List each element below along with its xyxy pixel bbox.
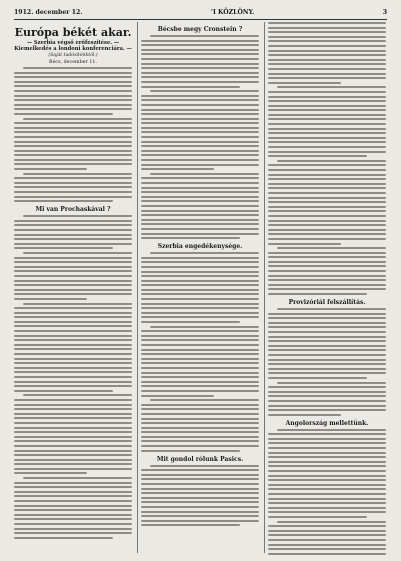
section-title-pasics: Mit gondol rólunk Pasics. (156, 455, 244, 463)
column-2 (141, 22, 259, 555)
section-title-prochaska: Mi van Prochaskával ? (35, 206, 111, 214)
section-title-provizorial: Provizóriál felszállítás. (288, 299, 366, 307)
article-text-block (268, 308, 386, 416)
article-text-block (14, 67, 132, 202)
column-rule (137, 22, 138, 553)
article-text-block (141, 35, 259, 239)
dateline: Bécs, december 11. (49, 60, 97, 65)
issue-date: 1912. december 12. (14, 8, 83, 16)
page-number: 3 (382, 8, 387, 16)
article-text-block (141, 252, 259, 452)
lead-article-subtitle: — Szerbia végső erőfeszítése. — Kiemelkedés a londoni konferenciára. — (14, 40, 132, 52)
article-text-block (141, 465, 259, 527)
header-rule (14, 19, 387, 20)
article-text-block (268, 22, 386, 295)
article-text-block (268, 429, 386, 555)
article-text-block (14, 215, 132, 539)
masthead: ’I KÖZLÖNY. (210, 8, 255, 16)
column-3 (268, 22, 386, 555)
column-1 (14, 22, 132, 555)
page-header (14, 6, 387, 18)
lead-article-title: Európa békét akar. (14, 26, 132, 39)
section-title-angolorszag: Angolország mellettünk. (285, 419, 369, 427)
section-title-cronstein: Bécsbe megy Cronstein ? (157, 26, 243, 33)
lead-article-note: (Saját tudósítónktól.) (48, 53, 98, 58)
section-title-szerbia: Szerbia engedékenysége. (157, 243, 243, 251)
column-rule (264, 22, 265, 553)
